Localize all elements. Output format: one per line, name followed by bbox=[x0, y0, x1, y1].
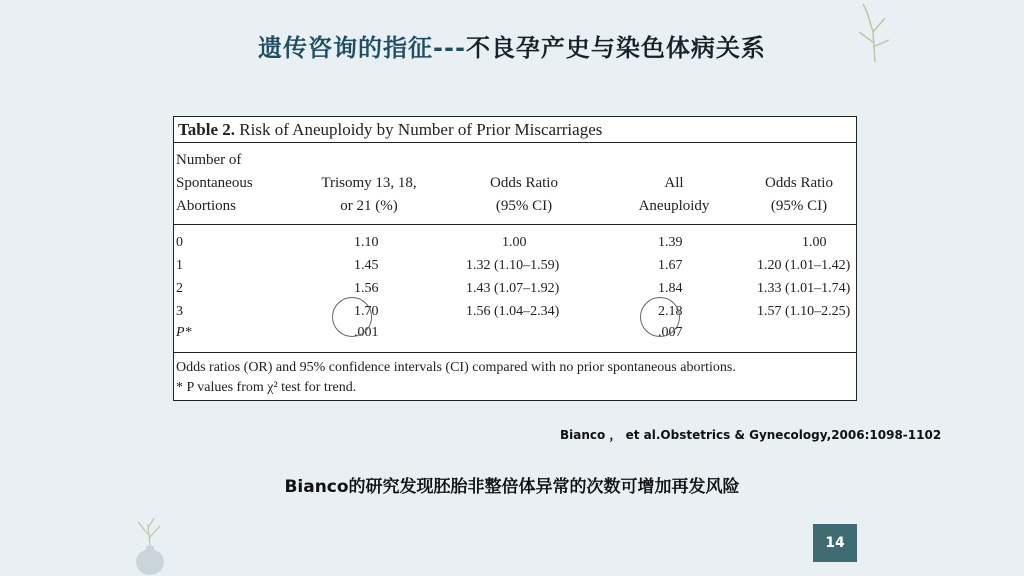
slide-title-part1: 遗传咨询的指征--- bbox=[258, 34, 466, 62]
header-rule bbox=[174, 224, 856, 225]
header-line: Trisomy 13, 18, bbox=[321, 175, 417, 191]
table-cell: 1.00 bbox=[502, 235, 527, 250]
header-line: Odds Ratio bbox=[490, 175, 558, 191]
table-cell: 2 bbox=[176, 281, 183, 296]
header-line: Aneuploidy bbox=[638, 198, 710, 214]
header-all-aneuploidy bbox=[614, 172, 734, 218]
table-cell: 1.70 bbox=[354, 304, 379, 319]
header-line: All bbox=[664, 175, 684, 191]
table-cell: 0 bbox=[176, 235, 183, 250]
table-cell: 1 bbox=[176, 258, 183, 273]
header-odds-ratio-1 bbox=[444, 172, 604, 218]
table-note: Odds ratios (OR) and 95% confidence intervals (CI) compared with no prior spontaneous abortions. bbox=[176, 360, 736, 375]
table-cell: 1.20 (1.01–1.42) bbox=[757, 258, 851, 273]
table-cell: P* bbox=[176, 325, 192, 340]
table-caption-text: Risk of Aneuploidy by Number of Prior Miscarriages bbox=[239, 120, 603, 139]
notes-rule bbox=[174, 352, 856, 353]
table-notes bbox=[176, 358, 736, 398]
header-line: (95% CI) bbox=[770, 198, 828, 214]
table-cell: 3 bbox=[176, 304, 183, 319]
aneuploidy-table bbox=[173, 116, 857, 401]
table-cell: 1.45 bbox=[354, 258, 379, 273]
header-line: Spontaneous bbox=[176, 175, 253, 191]
table-caption bbox=[174, 117, 856, 143]
table-cell: 1.56 bbox=[354, 281, 379, 296]
table-cell: .001 bbox=[354, 325, 379, 340]
page-number: 14 bbox=[813, 524, 857, 562]
header-line: Odds Ratio bbox=[765, 175, 833, 191]
table-cell: 1.33 (1.01–1.74) bbox=[757, 281, 851, 296]
summary-text: Bianco的研究发现胚胎非整倍体异常的次数可增加再发风险 bbox=[284, 477, 740, 497]
table-cell: 2.18 bbox=[658, 304, 683, 319]
table-cell: .007 bbox=[658, 325, 683, 340]
branch-decoration-icon bbox=[845, 2, 900, 64]
header-line: or 21 (%) bbox=[340, 198, 398, 214]
table-cell: 1.00 bbox=[802, 235, 827, 250]
table-cell: 1.10 bbox=[354, 235, 379, 250]
slide-title-part2: 不良孕产史与染色体病关系 bbox=[465, 34, 766, 62]
vase-decoration-icon bbox=[128, 516, 174, 576]
header-line: Abortions bbox=[176, 198, 236, 214]
header-trisomy bbox=[304, 172, 434, 218]
header-abortions bbox=[176, 149, 296, 218]
header-line: (95% CI) bbox=[495, 198, 553, 214]
table-cell: 1.67 bbox=[658, 258, 683, 273]
circle-annotation-icon bbox=[332, 297, 372, 337]
citation: Bianco ， et al.Obstetrics & Gynecology,2006:1098-1102 bbox=[560, 428, 942, 442]
table-cell: 1.57 (1.10–2.25) bbox=[757, 304, 851, 319]
table-cell: 1.32 (1.10–1.59) bbox=[466, 258, 560, 273]
table-caption-label: Table 2. bbox=[178, 120, 236, 139]
table-cell: 1.56 (1.04–2.34) bbox=[466, 304, 560, 319]
table-note: * P values from χ² test for trend. bbox=[176, 380, 357, 395]
table-cell: 1.84 bbox=[658, 281, 683, 296]
header-odds-ratio-2 bbox=[744, 172, 854, 218]
table-cell: 1.43 (1.07–1.92) bbox=[466, 281, 560, 296]
header-line: Number of bbox=[176, 152, 242, 168]
circle-annotation-icon bbox=[640, 297, 680, 337]
table-cell: 1.39 bbox=[658, 235, 683, 250]
